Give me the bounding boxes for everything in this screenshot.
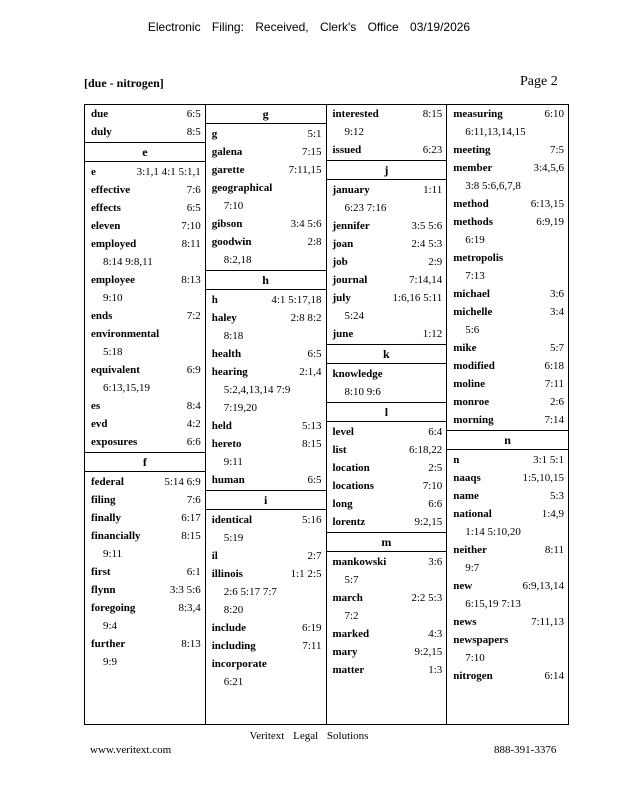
- index-word: foregoing: [91, 602, 136, 614]
- index-word: january: [332, 184, 370, 196]
- index-refs-continued: 5:18: [103, 346, 123, 358]
- index-entry: [85, 415, 205, 433]
- index-refs: 5:3: [549, 490, 564, 502]
- index-refs-continued: 9:9: [103, 656, 118, 668]
- index-entry: [206, 655, 326, 691]
- index-refs-continued: 5:24: [344, 310, 365, 322]
- index-word: nitrogen: [453, 670, 493, 682]
- index-word: incorporate: [211, 658, 267, 670]
- index-word: methods: [453, 216, 493, 228]
- index-refs: 8:13: [181, 638, 201, 650]
- index-word: monroe: [453, 396, 490, 408]
- index-refs: 6:5: [307, 474, 322, 486]
- index-entry: [327, 661, 447, 679]
- index-entry: [447, 213, 568, 249]
- index-refs: 6:14: [544, 670, 564, 682]
- index-word: july: [332, 292, 351, 304]
- index-entry: [447, 303, 568, 339]
- index-word: garette: [211, 164, 245, 176]
- index-refs: 7:2: [186, 310, 201, 322]
- index-entry: [85, 271, 205, 307]
- index-entry: [206, 161, 326, 179]
- index-word: including: [211, 640, 256, 652]
- index-refs: 2:5: [428, 462, 443, 474]
- index-word: employed: [91, 238, 137, 250]
- index-word: morning: [453, 414, 494, 426]
- index-column: [327, 105, 448, 724]
- index-word: further: [91, 638, 126, 650]
- index-refs: 6:1: [186, 566, 201, 578]
- index-word: michelle: [453, 306, 493, 318]
- index-entry: [85, 307, 205, 325]
- index-refs-continued: 6:13,15,19: [103, 382, 151, 394]
- index-entry: [327, 235, 447, 253]
- index-word: mary: [332, 646, 358, 658]
- index-entry: [85, 635, 205, 671]
- index-refs: 6:5: [186, 108, 201, 120]
- index-refs: 6:9,19: [536, 216, 564, 228]
- index-entry: [327, 325, 447, 343]
- index-entry: [447, 357, 568, 375]
- index-entry: [327, 181, 447, 217]
- index-entry: [327, 217, 447, 235]
- index-entry: [447, 375, 568, 393]
- index-word: location: [332, 462, 370, 474]
- index-refs-continued: 5:19: [223, 532, 244, 544]
- index-word: mike: [453, 342, 477, 354]
- index-refs: 3:5 5:6: [411, 220, 443, 232]
- index-entry: [447, 195, 568, 213]
- index-entry: [206, 417, 326, 435]
- index-refs: 1:4,9: [541, 508, 564, 520]
- index-entry: [85, 105, 205, 123]
- index-refs-continued: 9:12: [344, 126, 365, 138]
- index-refs: 7:11: [544, 378, 564, 390]
- letter-header: k: [327, 344, 447, 364]
- index-entry: [85, 181, 205, 199]
- index-refs: 6:6: [428, 498, 443, 510]
- index-word: matter: [332, 664, 365, 676]
- index-word: due: [91, 108, 109, 120]
- index-refs: 9:2,15: [414, 646, 443, 658]
- index-refs: 2:8: [307, 236, 322, 248]
- index-entry: [447, 285, 568, 303]
- index-entry: [447, 667, 568, 685]
- index-refs-continued: 9:7: [465, 562, 480, 574]
- index-entry: [327, 105, 447, 141]
- index-entry: [327, 289, 447, 325]
- index-entry: [447, 469, 568, 487]
- index-entry: [447, 451, 568, 469]
- index-word: filing: [91, 494, 116, 506]
- index-word: effects: [91, 202, 121, 214]
- index-refs-continued: 8:10 9:6: [344, 386, 381, 398]
- index-refs-continued: 1:14 5:10,20: [465, 526, 521, 538]
- index-entry: [327, 513, 447, 531]
- letter-header: l: [327, 402, 447, 422]
- index-entry: [327, 459, 447, 477]
- index-word: level: [332, 426, 354, 438]
- index-entry: [206, 619, 326, 637]
- index-refs: 9:2,15: [414, 516, 443, 528]
- index-word: haley: [211, 312, 237, 324]
- index-refs: 2:7: [307, 550, 322, 562]
- index-refs-continued: 6:23 7:16: [344, 202, 387, 214]
- index-entry: [206, 215, 326, 233]
- index-entry: [85, 527, 205, 563]
- index-word: eleven: [91, 220, 121, 232]
- index-word: flynn: [91, 584, 116, 596]
- letter-header: e: [85, 142, 205, 162]
- index-refs-continued: 9:11: [223, 456, 243, 468]
- index-refs: 3:1 5:1: [533, 454, 564, 466]
- index-word: employee: [91, 274, 135, 286]
- index-refs: 4:2: [186, 418, 201, 430]
- index-refs-continued: 7:13: [465, 270, 485, 282]
- index-refs-continued: 7:10: [465, 652, 485, 664]
- index-entry: [206, 291, 326, 309]
- index-entry: [206, 471, 326, 489]
- index-refs: 6:5: [186, 202, 201, 214]
- index-refs-continued: 7:19,20: [223, 402, 258, 414]
- index-entry: [85, 581, 205, 599]
- index-word: mankowski: [332, 556, 387, 568]
- index-refs: 8:5: [186, 126, 201, 138]
- index-refs: 6:18: [544, 360, 564, 372]
- index-word: method: [453, 198, 489, 210]
- index-refs: 7:11,15: [288, 164, 322, 176]
- index-entry: [447, 577, 568, 613]
- index-word: h: [211, 294, 218, 306]
- index-refs: 5:1: [307, 128, 322, 140]
- index-entry: [206, 363, 326, 417]
- index-entry: [206, 179, 326, 215]
- footer-company: Veritext Legal Solutions: [249, 730, 369, 742]
- index-refs: 2:9: [428, 256, 443, 268]
- word-index-table: [84, 104, 569, 725]
- letter-header: n: [447, 430, 568, 450]
- index-word: measuring: [453, 108, 503, 120]
- index-refs: 3:4 5:6: [290, 218, 322, 230]
- index-refs: 8:4: [186, 400, 201, 412]
- index-refs: 2:4 5:3: [411, 238, 443, 250]
- index-refs: 2:1,4: [299, 366, 322, 378]
- index-refs: 1:12: [422, 328, 443, 340]
- index-word: issued: [332, 144, 362, 156]
- index-entry: [447, 105, 568, 141]
- index-entry: [327, 253, 447, 271]
- index-refs-continued: 8:20: [223, 604, 244, 616]
- index-refs: 1:3: [428, 664, 443, 676]
- index-entry: [327, 643, 447, 661]
- index-entry: [85, 361, 205, 397]
- index-refs-continued: 7:2: [344, 610, 359, 622]
- index-word: hearing: [211, 366, 248, 378]
- index-refs: 2:2 5:3: [411, 592, 443, 604]
- index-word: es: [91, 400, 101, 412]
- index-entry: [85, 599, 205, 635]
- index-entry: [206, 309, 326, 345]
- index-word: naaqs: [453, 472, 481, 484]
- index-entry: [85, 217, 205, 235]
- index-refs: 7:14: [544, 414, 564, 426]
- letter-header: f: [85, 452, 205, 472]
- index-refs: 6:19: [301, 622, 322, 634]
- index-entry: [85, 123, 205, 141]
- index-entry: [85, 563, 205, 581]
- index-entry: [327, 141, 447, 159]
- index-word: g: [211, 128, 218, 140]
- index-word: n: [453, 454, 460, 466]
- index-word: lorentz: [332, 516, 366, 528]
- index-word: moline: [453, 378, 486, 390]
- index-refs: 5:14 6:9: [164, 476, 201, 488]
- index-entry: [447, 141, 568, 159]
- index-refs: 6:18,22: [408, 444, 443, 456]
- index-entry: [327, 625, 447, 643]
- index-refs: 1:5,10,15: [522, 472, 564, 484]
- index-refs: 6:4: [428, 426, 443, 438]
- index-entry: [327, 553, 447, 589]
- index-word: human: [211, 474, 245, 486]
- letter-header: m: [327, 532, 447, 552]
- index-entry: [447, 541, 568, 577]
- index-entry: [447, 487, 568, 505]
- index-word: environmental: [91, 328, 160, 340]
- index-refs-continued: 9:10: [103, 292, 123, 304]
- index-entry: [447, 411, 568, 429]
- index-word: duly: [91, 126, 112, 138]
- index-refs-continued: 8:18: [223, 330, 244, 342]
- index-refs: 1:1 2:5: [290, 568, 322, 580]
- index-entry: [206, 435, 326, 471]
- index-word: list: [332, 444, 347, 456]
- index-word: first: [91, 566, 111, 578]
- page-label: Page 2: [520, 74, 558, 89]
- index-word: hereto: [211, 438, 242, 450]
- index-word: il: [211, 550, 218, 562]
- index-entry: [85, 325, 205, 361]
- index-word: knowledge: [332, 368, 383, 380]
- index-refs: 3:6: [549, 288, 564, 300]
- index-entry: [447, 393, 568, 411]
- index-refs: 2:6: [549, 396, 564, 408]
- index-refs-continued: 9:4: [103, 620, 118, 632]
- index-refs: 6:9,13,14: [522, 580, 564, 592]
- letter-header: h: [206, 270, 326, 290]
- index-refs-continued: 8:14 9:8,11: [103, 256, 153, 268]
- index-word: health: [211, 348, 242, 360]
- index-refs: 8:3,4: [178, 602, 201, 614]
- index-refs: 8:15: [181, 530, 201, 542]
- index-refs: 3:3 5:6: [169, 584, 201, 596]
- index-word: job: [332, 256, 348, 268]
- index-refs-continued: 6:11,13,14,15: [465, 126, 526, 138]
- index-column: [206, 105, 327, 724]
- index-word: include: [211, 622, 246, 634]
- index-entry: [327, 589, 447, 625]
- index-refs: 8:11: [544, 544, 564, 556]
- index-refs: 7:6: [186, 184, 201, 196]
- index-word: e: [91, 166, 96, 178]
- index-entry: [85, 397, 205, 415]
- index-refs-continued: 6:19: [465, 234, 485, 246]
- index-word: marked: [332, 628, 370, 640]
- index-refs-continued: 5:2,4,13,14 7:9: [223, 384, 291, 396]
- index-refs: 7:6: [186, 494, 201, 506]
- index-refs: 6:23: [422, 144, 443, 156]
- index-refs: 6:9: [186, 364, 201, 376]
- index-refs: 3:4: [549, 306, 564, 318]
- index-entry: [327, 441, 447, 459]
- index-entry: [206, 565, 326, 619]
- index-refs: 1:11: [423, 184, 443, 196]
- index-word: locations: [332, 480, 375, 492]
- index-refs-continued: 7:10: [223, 200, 244, 212]
- index-entry: [327, 271, 447, 289]
- index-word: name: [453, 490, 479, 502]
- index-word: ends: [91, 310, 113, 322]
- index-word: joan: [332, 238, 354, 250]
- index-entry: [206, 125, 326, 143]
- index-refs: 2:8 8:2: [290, 312, 322, 324]
- index-range: [due - nitrogen]: [84, 76, 164, 90]
- index-word: equivalent: [91, 364, 140, 376]
- index-word: meeting: [453, 144, 491, 156]
- index-refs: 6:17: [181, 512, 201, 524]
- index-word: newspapers: [453, 634, 509, 646]
- index-entry: [206, 233, 326, 269]
- index-entry: [447, 159, 568, 195]
- index-refs: 8:11: [181, 238, 201, 250]
- index-entry: [327, 423, 447, 441]
- index-word: long: [332, 498, 353, 510]
- index-word: member: [453, 162, 493, 174]
- index-refs-continued: 9:11: [103, 548, 123, 560]
- index-word: identical: [211, 514, 253, 526]
- index-word: june: [332, 328, 354, 340]
- index-refs: 7:10: [422, 480, 443, 492]
- index-entry: [85, 491, 205, 509]
- index-word: neither: [453, 544, 487, 556]
- index-word: journal: [332, 274, 368, 286]
- index-entry: [206, 511, 326, 547]
- index-refs: 7:10: [181, 220, 201, 232]
- index-refs: 3:6: [428, 556, 443, 568]
- index-refs: 8:15: [422, 108, 443, 120]
- index-word: held: [211, 420, 232, 432]
- index-refs: 7:15: [301, 146, 322, 158]
- index-entry: [447, 249, 568, 285]
- index-refs: 1:6,16 5:11: [392, 292, 443, 304]
- letter-header: j: [327, 160, 447, 180]
- index-word: national: [453, 508, 492, 520]
- index-entry: [85, 473, 205, 491]
- index-entry: [447, 613, 568, 631]
- letter-header: i: [206, 490, 326, 510]
- index-refs: 8:13: [181, 274, 201, 286]
- index-refs: 6:6: [186, 436, 201, 448]
- index-word: michael: [453, 288, 490, 300]
- index-entry: [85, 235, 205, 271]
- index-word: metropolis: [453, 252, 504, 264]
- index-refs: 7:11,13: [531, 616, 564, 628]
- index-word: march: [332, 592, 363, 604]
- index-refs-continued: 2:6 5:17 7:7: [223, 586, 277, 598]
- index-word: new: [453, 580, 473, 592]
- index-word: federal: [91, 476, 124, 488]
- index-refs: 3:1,1 4:1 5:1,1: [136, 166, 201, 178]
- index-column: [85, 105, 206, 724]
- index-word: goodwin: [211, 236, 252, 248]
- index-word: interested: [332, 108, 379, 120]
- index-word: effective: [91, 184, 131, 196]
- index-refs: 6:10: [544, 108, 564, 120]
- index-refs: 7:11: [302, 640, 322, 652]
- index-refs: 5:16: [301, 514, 322, 526]
- index-word: galena: [211, 146, 243, 158]
- index-refs: 5:13: [301, 420, 322, 432]
- index-refs-continued: 6:21: [223, 676, 244, 688]
- index-entry: [206, 345, 326, 363]
- index-refs-continued: 8:2,18: [223, 254, 252, 266]
- index-column: [447, 105, 568, 724]
- index-word: financially: [91, 530, 141, 542]
- footer-website[interactable]: www.veritext.com: [90, 744, 172, 756]
- index-entry: [85, 433, 205, 451]
- index-refs: 7:14,14: [408, 274, 443, 286]
- index-refs-continued: 6:15,19 7:13: [465, 598, 521, 610]
- letter-header: g: [206, 105, 326, 124]
- index-word: news: [453, 616, 477, 628]
- footer-phone: 888-391-3376: [494, 744, 557, 756]
- index-refs: 7:5: [549, 144, 564, 156]
- index-entry: [327, 477, 447, 495]
- index-word: geographical: [211, 182, 273, 194]
- index-entry: [85, 163, 205, 181]
- index-refs: 6:5: [307, 348, 322, 360]
- index-entry: [206, 547, 326, 565]
- index-refs: 3:4,5,6: [533, 162, 564, 174]
- index-refs: 8:15: [301, 438, 322, 450]
- index-entry: [447, 631, 568, 667]
- index-refs: 4:1 5:17,18: [271, 294, 322, 306]
- index-refs-continued: 5:7: [344, 574, 359, 586]
- index-entry: [447, 505, 568, 541]
- index-refs-continued: 3:8 5:6,6,7,8: [465, 180, 521, 192]
- index-entry: [447, 339, 568, 357]
- index-word: evd: [91, 418, 108, 430]
- index-word: jennifer: [332, 220, 370, 232]
- index-entry: [206, 637, 326, 655]
- index-entry: [85, 509, 205, 527]
- index-refs: 4:3: [428, 628, 443, 640]
- index-refs-continued: 5:6: [465, 324, 480, 336]
- index-word: illinois: [211, 568, 243, 580]
- index-refs: 5:7: [549, 342, 564, 354]
- index-entry: [327, 495, 447, 513]
- filing-stamp: Electronic Filing: Received, Clerk's Office 03/19/2026: [147, 20, 471, 34]
- index-word: exposures: [91, 436, 138, 448]
- index-entry: [327, 365, 447, 401]
- index-entry: [85, 199, 205, 217]
- index-word: modified: [453, 360, 495, 372]
- index-refs: 6:13,15: [530, 198, 564, 210]
- index-entry: [206, 143, 326, 161]
- index-word: finally: [91, 512, 121, 524]
- index-word: gibson: [211, 218, 243, 230]
